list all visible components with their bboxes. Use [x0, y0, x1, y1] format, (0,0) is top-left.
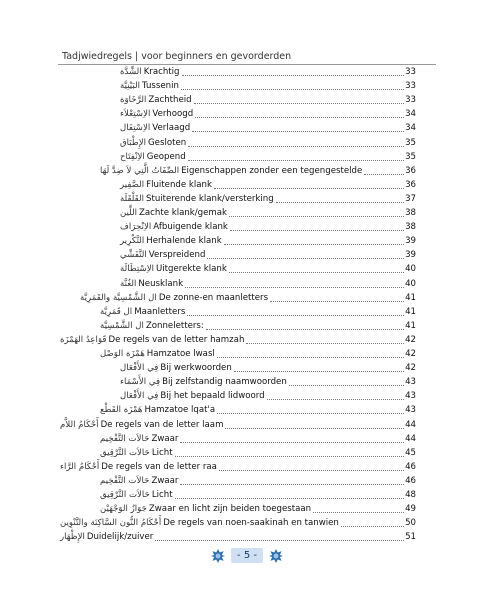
toc-entry-page: 44: [405, 419, 416, 430]
toc-entry-arabic: ال الشَّمْسِيَّة والقَمَرِيَّة: [80, 292, 157, 303]
dot-leader: [180, 441, 404, 443]
toc-entry-dutch: De zonne-en maanletters: [158, 292, 269, 303]
toc-entry-page: 50: [405, 518, 416, 529]
toc-entry-page: 33: [405, 95, 416, 106]
toc-entry-page: 43: [405, 391, 416, 402]
toc-entry-arabic: أَحْكَامُ النُّون السَّاكِنَة والتَّنْوِين: [60, 518, 162, 529]
toc-entry-page: 41: [405, 292, 416, 303]
toc-entry-page: 36: [405, 165, 416, 176]
toc-entry: [60, 529, 416, 545]
toc-entry-dutch: Krachtig: [143, 67, 180, 77]
dot-leader: [180, 483, 404, 485]
toc-entry-page: 39: [405, 236, 416, 247]
running-header: Tadjwiedregels | voor beginners en gevorderden: [62, 51, 292, 62]
toc-entry-dutch: Zachtheid: [148, 95, 192, 106]
toc-entry-dutch: Maanletters: [134, 306, 186, 317]
toc-entry-page: 40: [405, 278, 416, 289]
star-ornament-right-icon: [269, 549, 283, 563]
dot-leader: [313, 511, 404, 513]
toc-entry-dutch: Zwaar: [151, 433, 179, 444]
dot-leader: [192, 130, 404, 132]
dot-leader: [364, 173, 404, 175]
dot-leader: [175, 497, 404, 499]
toc-entry-page: 45: [405, 447, 416, 458]
toc-entry-page: 37: [405, 193, 416, 204]
toc-entry-dutch: Verhoogd: [152, 109, 194, 120]
dot-leader: [182, 74, 405, 76]
dot-leader: [234, 370, 404, 372]
toc-entry-page: 42: [405, 349, 416, 359]
dot-leader: [188, 145, 404, 147]
toc-entry-arabic: هَمْزَة القَطْع: [100, 405, 143, 416]
page-number: - 5 -: [231, 548, 263, 563]
toc-entry-arabic: الغُنَّة: [120, 278, 137, 289]
toc-entry-page: 41: [405, 306, 416, 317]
toc-entry-dutch: Tussenin: [142, 81, 179, 92]
toc-entry-arabic: الصَّفِير: [120, 179, 145, 190]
dot-leader: [217, 412, 404, 414]
toc-entry-page: 46: [405, 475, 416, 486]
dot-leader: [230, 229, 404, 231]
toc-entry-dutch: Verspreidend: [148, 250, 206, 261]
toc-entry-page: 34: [405, 123, 416, 134]
toc-entry-dutch: Hamzatoe lwasl: [146, 349, 215, 359]
toc-entry-dutch: Geopend: [146, 151, 186, 162]
toc-entry-arabic: القَلْقَلَة: [120, 193, 144, 204]
toc-entry-arabic: حَالاَت التَّرْقِيق: [100, 490, 150, 500]
toc-entry-dutch: Bij zelfstandig naamwoorden: [162, 377, 287, 388]
toc-entry-arabic: فِي الأَسْمَاء: [120, 377, 161, 388]
toc-entry-dutch: Uitgerekte klank: [155, 264, 227, 275]
toc-entry-arabic: الإِظْهَار: [60, 532, 85, 543]
toc-entry-page: 43: [405, 405, 416, 416]
toc-entry-arabic: حَالاَت التَّرْقِيق: [100, 447, 150, 458]
toc-entry-arabic: قَوَاعِدُ الهَمْزَة: [60, 334, 107, 345]
toc-entry-page: 33: [405, 67, 416, 77]
toc-entry-arabic: اللِّين: [120, 208, 137, 218]
dot-leader: [214, 187, 404, 189]
toc-entry-dutch: Eigenschappen zonder een tegengestelde: [181, 165, 363, 176]
toc-entry-arabic: البَيْنِيَّة: [120, 81, 140, 92]
toc-entry-page: 51: [405, 532, 416, 543]
toc-entry-page: 48: [405, 490, 416, 500]
toc-entry-page: 49: [405, 504, 416, 515]
toc-entry-page: 40: [405, 264, 416, 275]
toc-entry-page: 35: [405, 151, 416, 162]
toc-entry-dutch: Licht: [151, 490, 173, 500]
toc-entry-arabic: الإِطْبَاق: [120, 137, 147, 148]
toc-entry-dutch: Licht: [151, 447, 173, 458]
toc-entry-page: 36: [405, 179, 416, 190]
toc-entry-dutch: Zonneletters:: [145, 320, 204, 331]
toc-entry-page: 42: [405, 334, 416, 345]
toc-entry-arabic: الاِنْفِتَاح: [120, 151, 145, 162]
toc-entry-dutch: Stuiterende klank/versterking: [146, 193, 274, 204]
toc-entry-dutch: Verlaagd: [152, 123, 191, 134]
toc-entry-arabic: أَحْكَامُ الرَّاء: [60, 461, 100, 472]
toc-entry-arabic: فِي الأَفْعَال: [120, 391, 159, 402]
toc-entry-dutch: Neusklank: [138, 278, 184, 289]
toc-entry-page: 46: [405, 461, 416, 472]
toc-entry-dutch: Herhalende klank: [146, 236, 222, 247]
toc-entry-dutch: Fluitende klank: [146, 179, 212, 190]
toc-entry-arabic: حَالاَت التَّفْخِيم: [100, 433, 150, 444]
dot-leader: [187, 314, 404, 316]
toc-entry-arabic: الشِّدَّة: [120, 67, 142, 77]
toc-entry-page: 41: [405, 320, 416, 331]
toc-entry-arabic: أَحْكَامُ اللاَّم: [60, 419, 99, 430]
dot-leader: [219, 469, 404, 471]
toc-entry-page: 38: [405, 222, 416, 233]
dot-leader: [229, 271, 404, 273]
dot-leader: [270, 300, 404, 302]
toc-entry-dutch: De regels van de letter raa: [101, 461, 217, 472]
toc-entry-arabic: فِي الأَفْعَال: [120, 363, 159, 374]
toc-entry-dutch: Bij het bepaald lidwoord: [160, 391, 265, 402]
dot-leader: [155, 539, 404, 541]
dot-leader: [246, 342, 404, 344]
toc-entry-page: 38: [405, 208, 416, 218]
toc-entry-arabic: التَّفَشِّي: [120, 250, 147, 261]
toc-entry-title: [60, 529, 153, 545]
toc-entry-dutch: Hamzatoe lqat'a: [144, 405, 216, 416]
toc-entry-page: 44: [405, 433, 416, 444]
toc-entry-dutch: Zwaar en licht zijn beiden toegestaan: [148, 504, 312, 515]
toc-entry-page: 34: [405, 109, 416, 120]
toc-entry-arabic: حَالاَت التَّفْخِيم: [100, 475, 150, 486]
dot-leader: [188, 159, 404, 161]
dot-leader: [181, 88, 404, 90]
toc-entry-dutch: De regels van de letter laam: [100, 419, 224, 430]
toc-entry-dutch: De regels van de letter hamzah: [108, 334, 245, 345]
toc-entry-arabic: ال الشَّمْسِيَّة: [100, 320, 144, 331]
toc-entry-page: 42: [405, 363, 416, 374]
toc-entry-page: 33: [405, 81, 416, 92]
toc-entry-arabic: الصِّفَاتُ الَّتِي لاَ ضِدَّ لَهَا: [100, 165, 180, 176]
dot-leader: [289, 384, 404, 386]
dot-leader: [194, 102, 404, 104]
toc-entry-dutch: Zwaar: [151, 475, 179, 486]
star-ornament-left-icon: [211, 549, 225, 563]
toc-entry-page: 39: [405, 250, 416, 261]
dot-leader: [185, 286, 404, 288]
dot-leader: [267, 398, 404, 400]
toc-entry-dutch: De regels van noen-saakinah en tanwien: [163, 518, 339, 529]
dot-leader: [195, 116, 404, 118]
toc-entry-arabic: التَّكْرِير: [120, 236, 145, 247]
dot-leader: [276, 201, 404, 203]
toc-entry-dutch: Afbuigende klank: [153, 222, 228, 233]
toc-entry-arabic: هَمْزَة الوَصْل: [100, 349, 145, 359]
toc-entry-arabic: الرَّخَاوَة: [120, 95, 147, 106]
dot-leader: [224, 243, 404, 245]
toc-entry-arabic: الاِسْتِطَالَة: [120, 264, 154, 275]
dot-leader: [207, 257, 404, 259]
toc-entry-page: 35: [405, 137, 416, 148]
toc-entry-arabic: الاِسْتِعْلاَء: [120, 109, 151, 120]
dot-leader: [229, 215, 404, 217]
toc-entry-arabic: الاِسْتِفَال: [120, 123, 151, 134]
page-footer: [0, 548, 494, 563]
toc-entry-arabic: جَوَازُ الوَجْهَيْن: [100, 504, 147, 515]
toc-entry-arabic: ال قَمَرِيَّة: [100, 306, 133, 317]
toc-entry-dutch: Gesloten: [148, 137, 187, 148]
toc-entry-arabic: الاِنْحِرَاف: [120, 222, 152, 233]
dot-leader: [175, 455, 404, 457]
dot-leader: [225, 427, 404, 429]
dot-leader: [341, 525, 404, 527]
toc-entry-dutch: Duidelijk/zuiver: [86, 532, 154, 543]
toc-entry-dutch: Bij werkwoorden: [160, 363, 232, 374]
toc-entry-dutch: Zachte klank/gemak: [139, 208, 228, 218]
dot-leader: [206, 328, 404, 330]
toc-entry-page: 43: [405, 377, 416, 388]
dot-leader: [217, 356, 404, 358]
